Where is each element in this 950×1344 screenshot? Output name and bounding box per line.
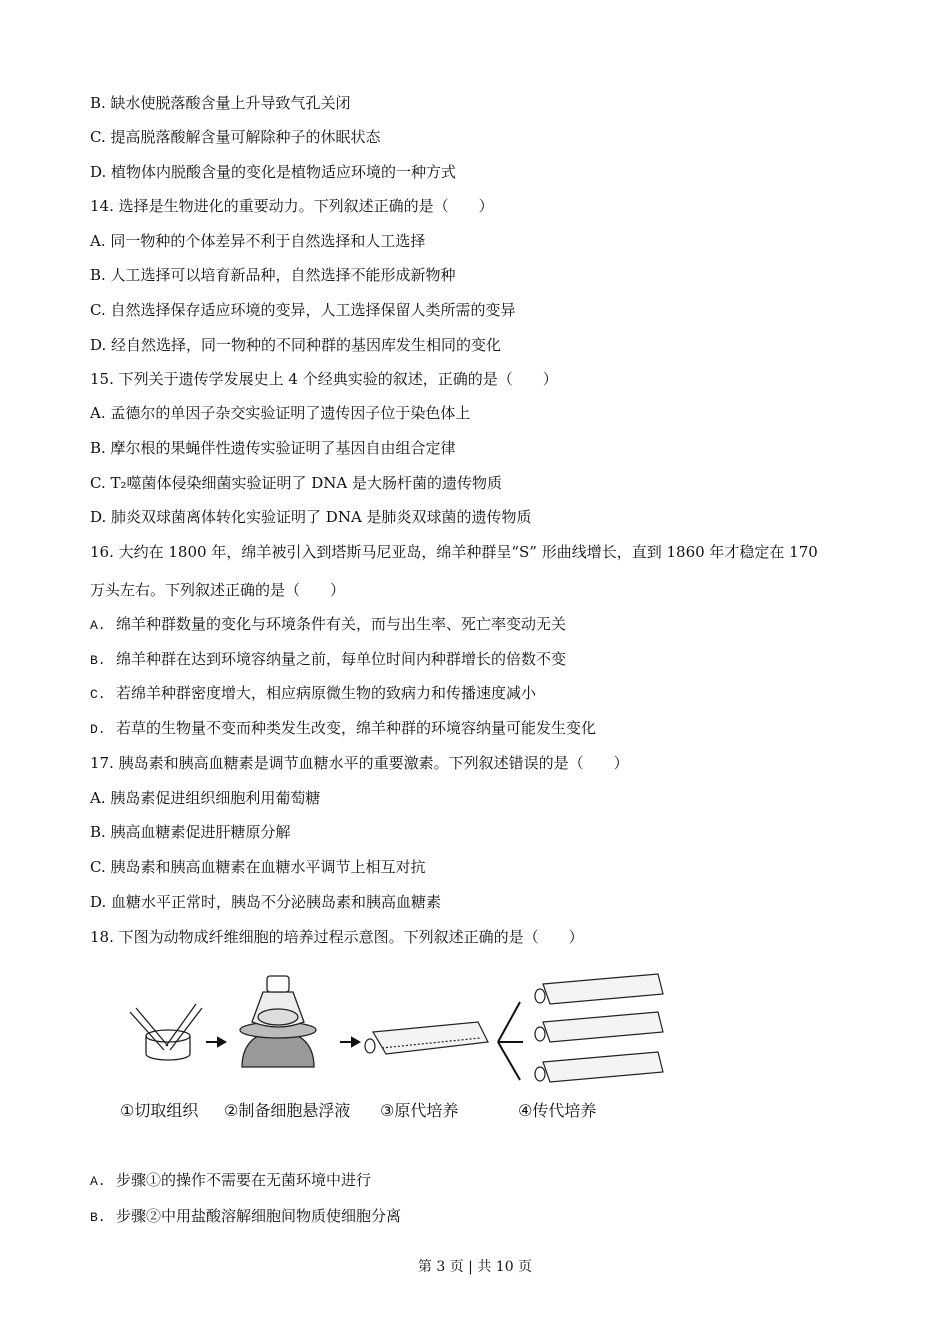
option-text: 步骤②中用盐酸溶解细胞间物质使细胞分离 xyxy=(116,1207,402,1225)
page-footer: 第 3 页 | 共 10 页 xyxy=(417,1259,533,1275)
option-label: D. xyxy=(90,722,106,737)
q16-option-a xyxy=(90,614,566,636)
q17-option-a: A. 胰岛素促进组织细胞利用葡萄糖 xyxy=(90,789,321,807)
q15-option-c: C. T₂噬菌体侵染细菌实验证明了 DNA 是大肠杆菌的遗传物质 xyxy=(90,474,503,492)
option-label: C. xyxy=(90,687,106,702)
q16-option-b xyxy=(90,649,566,671)
q14-option-a: A. 同一物种的个体差异不利于自然选择和人工选择 xyxy=(90,232,426,250)
figure-caption-1: ①切取组织 xyxy=(120,1101,199,1120)
q14-option-c: C. 自然选择保存适应环境的变异，人工选择保留人类所需的变异 xyxy=(90,301,516,319)
q16-stem-line2: 万头左右。下列叙述正确的是（ ） xyxy=(90,581,346,599)
q13-option-c: C. 提高脱落酸解含量可解除种子的休眠状态 xyxy=(90,128,381,146)
q18-option-b xyxy=(90,1206,401,1228)
option-text: 若草的生物量不变而种类发生改变，绵羊种群的环境容纳量可能发生变化 xyxy=(116,719,597,737)
q13-option-b: B. 缺水使脱落酸含量上升导致气孔关闭 xyxy=(90,94,351,112)
q15-option-a: A. 孟德尔的单因子杂交实验证明了遗传因子位于染色体上 xyxy=(90,404,471,422)
q14-option-b: B. 人工选择可以培育新品种，自然选择不能形成新物种 xyxy=(90,266,456,284)
figure-caption-3: ③原代培养 xyxy=(380,1101,459,1120)
subculture-flasks-icon xyxy=(535,974,663,1082)
option-text: 若绵羊种群密度增大，相应病原微生物的致病力和传播速度减小 xyxy=(116,684,537,702)
q16-option-d xyxy=(90,718,596,740)
branch-arrows-icon xyxy=(498,1002,523,1080)
culture-flask-icon xyxy=(365,1022,488,1054)
option-label: A. xyxy=(90,1174,106,1189)
option-text: 绵羊种群数量的变化与环境条件有关，而与出生率、死亡率变动无关 xyxy=(116,615,567,633)
q15-option-d: D. 肺炎双球菌离体转化实验证明了 DNA 是肺炎双球菌的遗传物质 xyxy=(90,508,532,526)
option-text: 绵羊种群在达到环境容纳量之前，每单位时间内种群增长的倍数不变 xyxy=(116,650,567,668)
option-label: B. xyxy=(90,1210,106,1225)
q14-stem: 14. 选择是生物进化的重要动力。下列叙述正确的是（ ） xyxy=(90,197,494,215)
q16-option-c xyxy=(90,683,536,705)
petri-dish-icon xyxy=(130,1004,202,1060)
q16-stem-line1: 16. 大约在 1800 年，绵羊被引入到塔斯马尼亚岛，绵羊种群呈“S” 形曲线增长，直到 1860 年才稳定在 170 xyxy=(90,543,818,561)
q18-stem: 18. 下图为动物成纤维细胞的培养过程示意图。下列叙述正确的是（ ） xyxy=(90,928,584,946)
q17-option-d: D. 血糖水平正常时，胰岛不分泌胰岛素和胰高血糖素 xyxy=(90,893,442,911)
q17-option-c: C. 胰岛素和胰高血糖素在血糖水平调节上相互对抗 xyxy=(90,858,426,876)
q15-option-b: B. 摩尔根的果蝇伴性遗传实验证明了基因自由组合定律 xyxy=(90,439,456,457)
option-label: A. xyxy=(90,618,106,633)
q15-stem: 15. 下列关于遗传学发展史上 4 个经典实验的叙述，正确的是（ ） xyxy=(90,370,558,388)
option-text: 步骤①的操作不需要在无菌环境中进行 xyxy=(116,1171,372,1189)
q17-option-b: B. 胰高血糖素促进肝糖原分解 xyxy=(90,823,291,841)
figure-caption-4: ④传代培养 xyxy=(518,1101,597,1120)
figure-caption-2: ②制备细胞悬浮液 xyxy=(224,1101,351,1120)
option-label: B. xyxy=(90,653,106,668)
q17-stem: 17. 胰岛素和胰高血糖素是调节血糖水平的重要激素。下列叙述错误的是（ ） xyxy=(90,754,629,772)
flask-on-stirrer-icon xyxy=(240,976,316,1067)
q14-option-d: D. 经自然选择，同一物种的不同种群的基因库发生相同的变化 xyxy=(90,336,502,354)
q13-option-d: D. 植物体内脱酸含量的变化是植物适应环境的一种方式 xyxy=(90,163,457,181)
q18-option-a xyxy=(90,1170,371,1192)
